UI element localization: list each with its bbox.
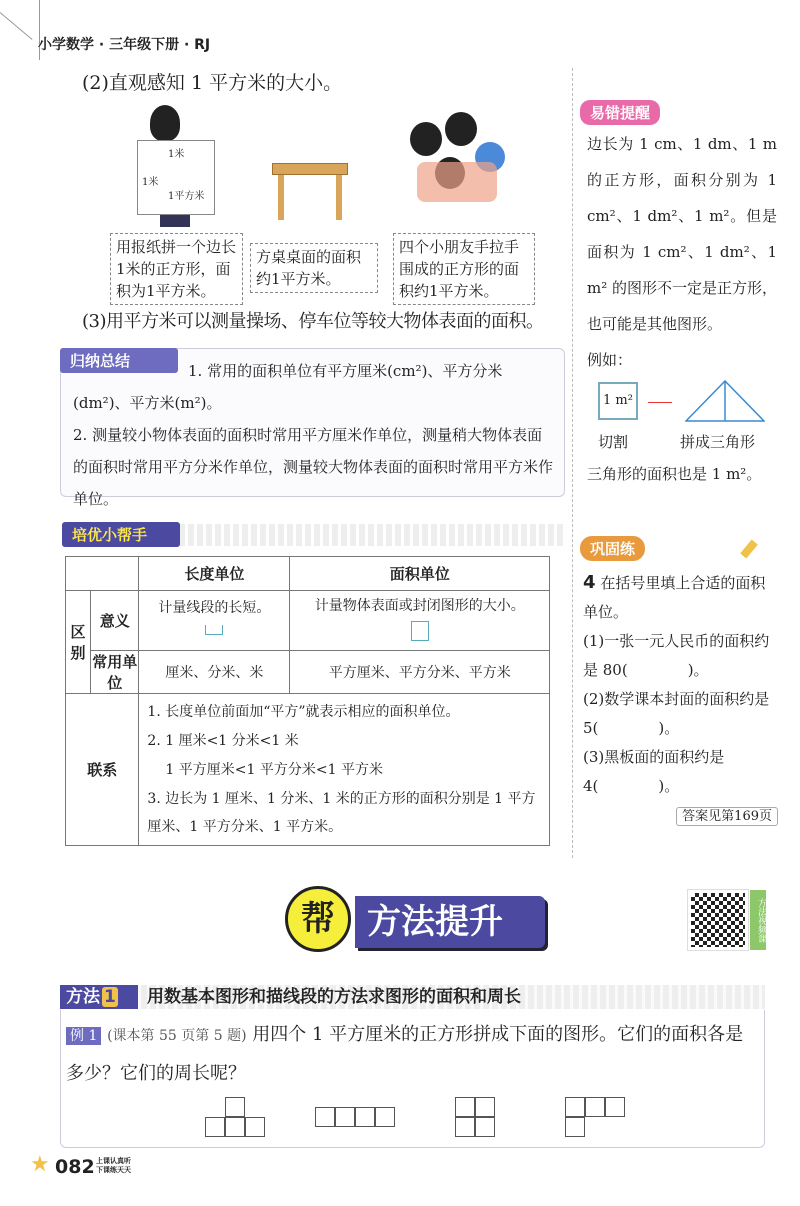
- table-leg: [336, 175, 342, 220]
- summary-point-1: 1. 常用的面积单位有平方厘米(cm²)、平方分米(dm²)、平方米(m²)。: [73, 362, 503, 412]
- summary-badge: 归纳总结: [60, 348, 178, 373]
- tip-conclusion: 三角形的面积也是 1 m²。: [587, 465, 762, 483]
- row-relation: 联系: [66, 694, 139, 846]
- helper-badge: 培优小帮手: [62, 522, 180, 547]
- example-source: (课本第 55 页第 5 题): [107, 1028, 247, 1044]
- area-meaning: 计量物体表面或封闭图形的大小。: [314, 598, 525, 614]
- table-leg: [278, 175, 284, 220]
- triangle-shape: [685, 380, 765, 422]
- relation-2: 2. 1 厘米<1 分米<1 米: [147, 733, 299, 749]
- square-icon: [411, 621, 429, 641]
- example-1: [66, 1016, 758, 1093]
- caption-table: 方桌桌面的面积约1平方米。: [250, 243, 378, 293]
- answer-reference[interactable]: 答案见第169页: [676, 807, 778, 826]
- page-number: 082: [55, 1156, 95, 1178]
- tip-column: [587, 126, 777, 492]
- practice-item-3: (3)黑板面的面积约是 4( )。: [583, 748, 725, 795]
- tip-example-label: 例如：: [587, 351, 633, 369]
- qr-code[interactable]: [688, 890, 748, 950]
- example-text: 用四个 1 平方厘米的正方形拼成下面的图形。它们的面积各是多少？它们的周长呢？: [66, 1024, 744, 1084]
- caption-kids: 四个小朋友手拉手围成的正方形的面积约1平方米。: [393, 233, 535, 305]
- tip-badge: 易错提醒: [580, 100, 660, 125]
- page-corner: [0, 0, 40, 60]
- method-label-text: 方法: [66, 987, 100, 1007]
- book-header: 小学数学 · 三年级下册 · RJ: [38, 37, 211, 53]
- relation-3: 3. 边长为 1 厘米、1 分米、1 米的正方形的面积分别是 1 平方厘米、1 平方分米、1 平方米。: [147, 791, 536, 835]
- row-common-units: 常用单位: [91, 651, 139, 694]
- caption-paper: 用报纸拼一个边长1米的正方形，面积为1平方米。: [110, 233, 243, 305]
- kids-holding-hands-illustration: [405, 112, 510, 222]
- practice-badge: 巩固练: [580, 536, 645, 561]
- tip-text: 边长为 1 cm、1 dm、1 m 的正方形，面积分别为 1 cm²、1 dm²、1 m²。但是面积为 1 cm²、1 dm²、1 m² 的图形不一定是正方形，也可能是其他图形。: [587, 135, 778, 333]
- practice-column: [583, 569, 778, 827]
- triangle-label: 拼成三角形: [680, 433, 756, 451]
- group-difference: 区别: [66, 591, 91, 694]
- question-text: 在括号里填上合适的面积单位。: [583, 574, 766, 621]
- segment-icon: [205, 625, 223, 635]
- paper-square-illustration: [137, 140, 215, 215]
- slogan-1: 上课认真听: [96, 1157, 131, 1165]
- label-center: 1平方米: [168, 191, 205, 202]
- relation-1: 1. 长度单位前面加“平方”就表示相应的面积单位。: [147, 704, 460, 720]
- units-comparison-table: [65, 556, 550, 846]
- boy-head-illustration: [150, 105, 180, 141]
- length-units: 厘米、分米、米: [139, 651, 290, 694]
- col-area-units: 面积单位: [290, 557, 550, 591]
- question-number: 4: [583, 572, 596, 593]
- star-mascot-icon: ★: [30, 1152, 50, 1177]
- method-title: 用数基本图形和描线段的方法求图形的面积和周长: [147, 987, 521, 1007]
- tip-figure-labels: [587, 424, 777, 456]
- summary-point-2: 2. 测量较小物体表面的面积时常用平方厘米作单位，测量稍大物体表面的面积时常用平方分米作单位，测量较大物体表面的面积时常用平方米作单位。: [73, 426, 554, 508]
- col-length-units: 长度单位: [139, 557, 290, 591]
- practice-item-2: (2)数学课本封面的面积约是 5( )。: [583, 690, 770, 737]
- method-banner-badge: 帮: [285, 886, 351, 952]
- square-1m2: 1 m²: [598, 382, 638, 420]
- section-3-title: (3)用平方米可以测量操场、停车位等较大物体表面的面积。: [82, 311, 544, 332]
- footer-slogan: [96, 1157, 131, 1175]
- label-left: 1米: [142, 177, 159, 188]
- length-meaning: 计量线段的长短。: [158, 600, 271, 616]
- practice-question: [583, 569, 778, 627]
- example-badge: 例 1: [66, 1027, 101, 1045]
- row-meaning: 意义: [91, 591, 139, 651]
- table-illustration: [272, 163, 348, 175]
- method-label: [60, 985, 138, 1009]
- area-units: 平方厘米、平方分米、平方米: [290, 651, 550, 694]
- boy-legs: [160, 215, 190, 227]
- arrow-right-icon: [648, 402, 672, 403]
- practice-item-1: (1)一张一元人民币的面积约是 80( )。: [583, 632, 770, 679]
- qr-label: 方法视频课: [750, 890, 766, 950]
- tip-figure: [587, 380, 777, 424]
- label-top: 1米: [168, 149, 185, 160]
- method-number: 1: [104, 987, 116, 1007]
- column-divider: [572, 68, 573, 858]
- relation-2b: 1 平方厘米<1 平方分米<1 平方米: [165, 762, 383, 778]
- pencil-icon: [740, 540, 758, 559]
- method-banner-title: 方法提升: [355, 896, 545, 948]
- slogan-2: 下课练天天: [96, 1166, 131, 1174]
- cut-label: 切割: [598, 433, 629, 451]
- section-2-title: (2)直观感知 1 平方米的大小。: [82, 72, 343, 94]
